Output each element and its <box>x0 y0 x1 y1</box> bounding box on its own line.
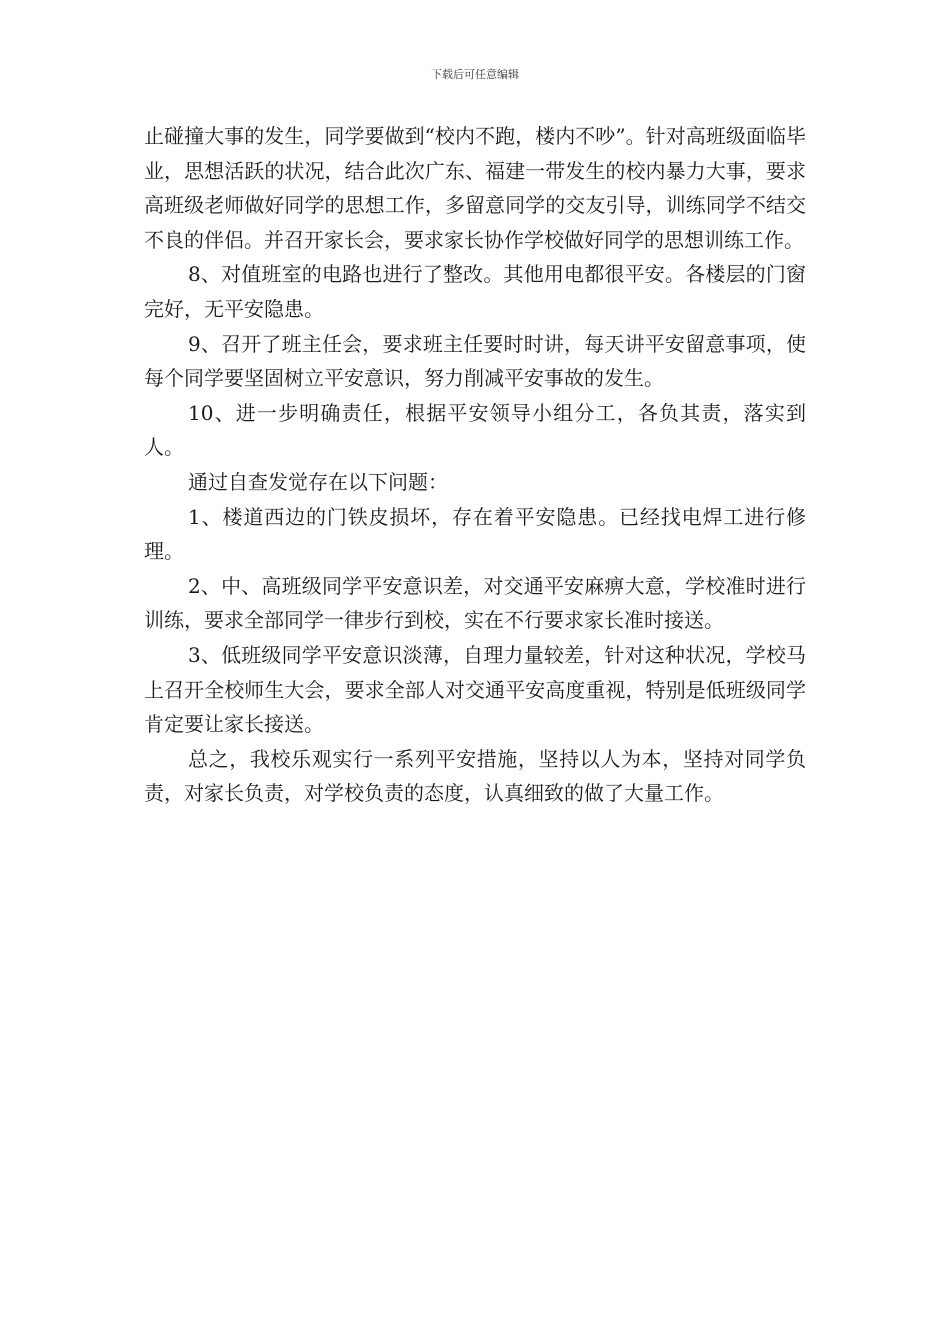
paragraph-continuation: 止碰撞大事的发生，同学要做到“校内不跑，楼内不吵”。针对高班级面临毕业，思想活跃的状况，结合此次广东、福建一带发生的校内暴力大事，要求高班级老师做好同学的思想工作，多留意同学的交友引导，训练同学不结交不良的伴侣。并召开家长会，要求家长协作学校做好同学的思想训练工作。 <box>144 124 806 252</box>
document-body <box>144 119 806 811</box>
paragraph-problem-1: 1、楼道西边的门铁皮损坏，存在着平安隐患。已经找电焊工进行修理。 <box>144 504 806 564</box>
paragraph-item-9: 9、召开了班主任会，要求班主任要时时讲，每天讲平安留意事项，使每个同学要坚固树立平安意识，努力削减平安事故的发生。 <box>144 331 806 391</box>
paragraph-problem-3: 3、低班级同学平安意识淡薄，自理力量较差，针对这种状况，学校马上召开全校师生大会，要求全部人对交通平安高度重视，特别是低班级同学肯定要让家长接送。 <box>144 642 806 737</box>
paragraph-item-8: 8、对值班室的电路也进行了整改。其他用电都很平安。各楼层的门窗完好，无平安隐患。 <box>144 262 806 321</box>
paragraph-item-10: 10、进一步明确责任，根据平安领导小组分工，各负其责，落实到人。 <box>144 400 806 460</box>
page-header: 下载后可任意编辑 <box>431 68 519 81</box>
paragraph-problem-2: 2、中、高班级同学平安意识差，对交通平安麻痹大意，学校准时进行训练，要求全部同学一律步行到校，实在不行要求家长准时接送。 <box>144 573 806 633</box>
paragraph-summary: 总之，我校乐观实行一系列平安措施，坚持以人为本，坚持对同学负责，对家长负责，对学校负责的态度，认真细致的做了大量工作。 <box>144 746 806 806</box>
paragraph-problems-intro: 通过自查发觉存在以下问题： <box>188 469 448 494</box>
